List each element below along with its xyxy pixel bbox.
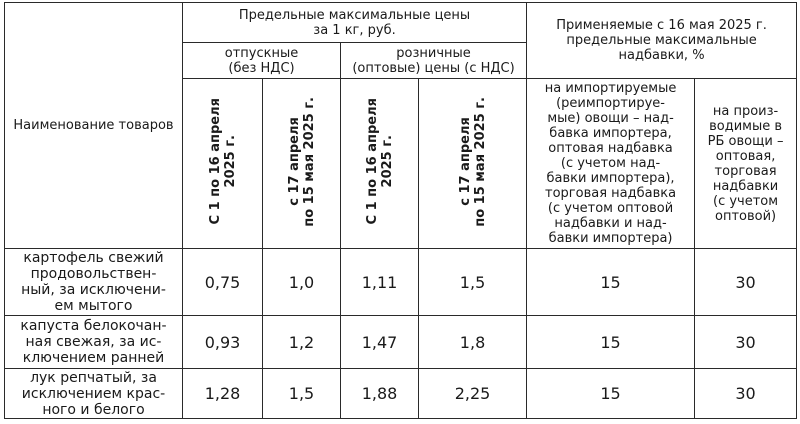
imported-line: оптовая надбавка	[548, 141, 673, 156]
table-row	[5, 369, 797, 419]
header-markups	[527, 3, 797, 79]
product-name-line: продовольствен-	[30, 266, 157, 282]
selling-price-period2: 1,0	[263, 249, 341, 316]
period2-line2: по 15 мая 2025 г.	[301, 96, 317, 227]
imported-line: (реимпортируе-	[556, 96, 666, 111]
header-goods-text: Наименование товаров	[13, 118, 174, 133]
imported-line: бавки импортера)	[548, 231, 673, 246]
retail-price-period2: 1,5	[419, 249, 527, 316]
imported-line: на импортируемые	[544, 81, 677, 96]
domestic-line: РБ овощи –	[707, 133, 784, 149]
imported-markup-value: 15	[527, 316, 695, 369]
header-max-prices	[183, 3, 527, 43]
imported-line: надбавки и над-	[554, 216, 667, 231]
header-markups-line2: предельные максимальные	[566, 33, 757, 48]
header-selling-period2	[263, 79, 341, 249]
product-name-line: лук репчатый, за	[30, 369, 157, 386]
header-retail-prices	[341, 43, 527, 79]
domestic-line: водимые в	[709, 118, 783, 134]
product-name-cell	[5, 369, 183, 419]
table-row	[5, 249, 797, 316]
header-selling-period1	[183, 79, 263, 249]
imported-line: (с учетом над-	[560, 156, 661, 171]
selling-price-period1: 0,93	[183, 316, 263, 369]
selling-price-period1: 0,75	[183, 249, 263, 316]
imported-line: бавки импортера),	[546, 171, 675, 186]
product-name-line: ключением ранней	[22, 350, 165, 366]
domestic-line: (с учетом	[713, 193, 779, 209]
retail-price-period1: 1,47	[341, 316, 419, 369]
period1-line2: 2025 г.	[379, 135, 395, 188]
product-name-line: ного и белого	[42, 401, 145, 418]
period1-line1: С 1 по 16 апреля	[207, 98, 223, 225]
header-imported-markup	[527, 79, 695, 249]
product-name-cell	[5, 316, 183, 369]
domestic-line: на произ-	[712, 103, 779, 119]
product-name-line: ная свежая, за ис-	[25, 334, 162, 350]
imported-line: торговая надбавка	[545, 186, 677, 201]
domestic-line: оптовой)	[714, 208, 777, 224]
header-retail-period2	[419, 79, 527, 249]
header-retail-period1	[341, 79, 419, 249]
product-name-line: ный, за исключени-	[21, 282, 166, 298]
domestic-line: торговая	[714, 163, 777, 179]
product-name-line: ем мытого	[54, 298, 133, 314]
selling-price-period2: 1,5	[263, 369, 341, 419]
header-retail-period1-text	[365, 98, 395, 224]
header-domestic-markup	[695, 79, 797, 249]
domestic-markup-value: 30	[695, 249, 797, 316]
domestic-line: надбавки	[712, 178, 779, 194]
domestic-markup-value: 30	[695, 369, 797, 419]
selling-price-period1: 1,28	[183, 369, 263, 419]
header-markups-line3: надбавки, %	[618, 48, 705, 63]
product-name-line: картофель свежий	[23, 250, 164, 266]
product-name-cell	[5, 249, 183, 316]
period2-line1: с 17 апреля	[457, 117, 473, 206]
period2-line2: по 15 мая 2025 г.	[472, 96, 488, 227]
period2-line1: с 17 апреля	[286, 117, 302, 206]
imported-line: бавка импортера,	[549, 126, 672, 141]
header-selling-prices	[183, 43, 341, 79]
header-retail-period2-text	[458, 97, 488, 227]
price-table	[4, 2, 797, 419]
header-markups-line1: Применяемые с 16 мая 2025 г.	[556, 18, 767, 33]
retail-price-period2: 1,8	[419, 316, 527, 369]
header-retail-line2: (оптовые) цены (с НДС)	[352, 60, 515, 76]
table-row	[5, 316, 797, 369]
product-name-line: капуста белокочан-	[20, 318, 167, 334]
period1-line2: 2025 г.	[222, 135, 238, 188]
header-selling-line1: отпускные	[224, 45, 299, 61]
header-goods	[5, 3, 183, 249]
imported-line: (с учетом оптовой	[547, 201, 674, 216]
imported-markup-value: 15	[527, 369, 695, 419]
selling-price-period2: 1,2	[263, 316, 341, 369]
header-selling-period1-text	[208, 98, 238, 224]
header-selling-line2: (без НДС)	[228, 60, 295, 76]
domestic-line: оптовая,	[715, 148, 776, 164]
period1-line1: С 1 по 16 апреля	[364, 98, 380, 225]
retail-price-period1: 1,88	[341, 369, 419, 419]
imported-line: мые) овощи – над-	[547, 111, 674, 126]
imported-markup-value: 15	[527, 249, 695, 316]
header-max-prices-line2: за 1 кг, руб.	[313, 22, 396, 38]
retail-price-period2: 2,25	[419, 369, 527, 419]
product-name-line: исключением крас-	[21, 385, 166, 402]
header-retail-line1: розничные	[396, 45, 471, 61]
retail-price-period1: 1,11	[341, 249, 419, 316]
header-max-prices-line1: Предельные максимальные цены	[238, 7, 471, 23]
header-selling-period2-text	[287, 97, 317, 227]
domestic-markup-value: 30	[695, 316, 797, 369]
